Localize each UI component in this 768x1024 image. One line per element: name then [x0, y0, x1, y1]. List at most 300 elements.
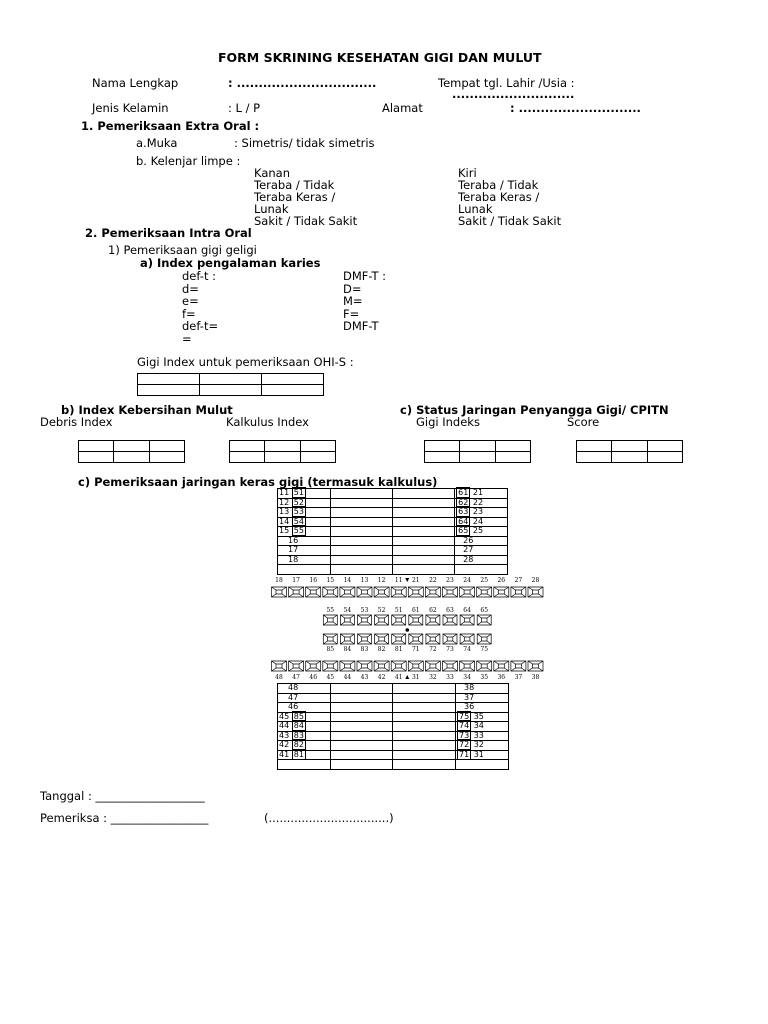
score-cell[interactable]: [612, 441, 647, 452]
odontogram-tooth-label: 11: [394, 577, 403, 584]
dmft-line: DMF-T: [343, 319, 379, 333]
deft-line: f=: [182, 306, 196, 321]
deciduous-tooth-number: 72: [458, 740, 470, 749]
kiri-line: Teraba / Tidak: [458, 178, 539, 192]
odontogram-tooth-label: 75: [480, 646, 489, 653]
note-cell[interactable]: [393, 722, 456, 732]
odontogram-tooth-label: 24: [463, 577, 471, 584]
tooth-diagram[interactable]: [375, 615, 389, 625]
note-cell[interactable]: [330, 703, 393, 713]
odontogram-tooth-label: 54: [343, 607, 352, 614]
tooth-diagram[interactable]: [358, 615, 372, 625]
upper-teeth-table: [277, 488, 508, 575]
kiri-line: Lunak: [458, 202, 493, 216]
muka-value: : Simetris/ tidak simetris: [234, 136, 375, 150]
kiri-line: Sakit / Tidak Sakit: [458, 214, 562, 228]
tooth-diagram[interactable]: [460, 587, 475, 597]
deft-line: def-t=: [182, 319, 219, 333]
note-cell[interactable]: [392, 555, 454, 565]
tooth-diagram[interactable]: [460, 661, 475, 671]
score-cell[interactable]: [612, 452, 647, 463]
tooth-diagram[interactable]: [528, 661, 543, 671]
tooth-number: 28: [463, 554, 474, 564]
tooth-diagram[interactable]: [477, 661, 492, 671]
deciduous-tooth-number: 53: [293, 507, 304, 516]
tooth-number: 43: [279, 730, 290, 740]
deciduous-tooth-number: 71: [458, 749, 470, 759]
odontogram-tooth-label: 16: [309, 577, 318, 584]
empty-cell[interactable]: [392, 565, 454, 575]
tooth-diagram[interactable]: [272, 661, 287, 671]
note-cell[interactable]: [330, 527, 392, 537]
note-cell[interactable]: [392, 508, 454, 518]
note-cell[interactable]: [330, 693, 393, 703]
note-cell[interactable]: [393, 684, 456, 694]
tooth-diagram[interactable]: [323, 634, 337, 644]
odontogram-tooth-label: 71: [411, 646, 420, 653]
deciduous-tooth-number: 51: [293, 488, 304, 497]
score-table: [576, 440, 683, 463]
gigi-indeks-label: Gigi Indeks: [416, 415, 480, 429]
odontogram-tooth-label: 61: [411, 607, 420, 614]
score-cell[interactable]: [577, 452, 612, 463]
tooth-diagram[interactable]: [443, 615, 457, 625]
score-cell[interactable]: [647, 441, 682, 452]
odontogram: [268, 575, 548, 683]
ohis-cell[interactable]: [262, 385, 324, 396]
tooth-diagram[interactable]: [409, 634, 423, 644]
note-cell[interactable]: [330, 741, 393, 751]
tooth-number: 21: [472, 488, 484, 497]
deciduous-tooth-number: 52: [293, 497, 304, 507]
tooth-right-cell[interactable]: [455, 750, 508, 760]
odontogram-tooth-label: 63: [446, 607, 454, 614]
note-cell[interactable]: [393, 693, 456, 703]
extra-oral-heading: 1. Pemeriksaan Extra Oral :: [81, 119, 260, 133]
tooth-number: 11: [279, 488, 290, 497]
deciduous-tooth-number: 62: [458, 497, 469, 507]
tooth-left-cell[interactable]: [278, 555, 331, 565]
tooth-right-cell[interactable]: [455, 555, 508, 565]
deciduous-tooth-number: 65: [458, 526, 469, 535]
jenis-kelamin-label: Jenis Kelamin: [92, 101, 169, 115]
tooth-left-cell[interactable]: [278, 750, 331, 760]
tooth-diagram[interactable]: [426, 634, 440, 644]
tooth-diagram[interactable]: [392, 615, 406, 625]
tooth-number: 36: [463, 702, 475, 711]
empty-cell[interactable]: [278, 565, 331, 575]
note-cell[interactable]: [330, 489, 392, 499]
kalkulus-cell[interactable]: [265, 441, 300, 452]
empty-cell[interactable]: [330, 565, 392, 575]
note-cell[interactable]: [392, 546, 454, 556]
tooth-number: 44: [279, 721, 290, 730]
deciduous-tooth-number: 64: [458, 516, 469, 526]
tooth-diagram[interactable]: [443, 661, 458, 671]
odontogram-tooth-label: 32: [429, 674, 437, 681]
karies-heading: a) Index pengalaman karies: [140, 256, 321, 270]
odontogram-tooth-label: 23: [446, 577, 454, 584]
tooth-diagram[interactable]: [443, 587, 458, 597]
note-cell[interactable]: [330, 731, 393, 741]
debris-table: [78, 440, 185, 463]
odontogram-tooth-label: 65: [480, 607, 489, 614]
gigi-indeks-cell[interactable]: [425, 441, 460, 452]
tooth-diagram[interactable]: [477, 615, 491, 625]
midline-arrow-up-icon[interactable]: [405, 675, 409, 679]
note-cell[interactable]: [330, 750, 393, 760]
odontogram-tooth-label: 33: [446, 674, 454, 681]
kanan-line: Kanan: [254, 166, 291, 180]
tooth-left-cell[interactable]: [278, 693, 331, 703]
note-cell[interactable]: [392, 498, 454, 508]
kiri-line: Teraba Keras /: [458, 190, 540, 204]
tooth-diagram[interactable]: [409, 615, 423, 625]
tooth-number: 18: [288, 554, 299, 564]
tooth-diagram[interactable]: [374, 587, 389, 597]
kalkulus-cell[interactable]: [300, 452, 335, 463]
tooth-diagram[interactable]: [323, 587, 338, 597]
empty-cell[interactable]: [393, 760, 456, 770]
debris-cell[interactable]: [79, 441, 114, 452]
note-cell[interactable]: [330, 712, 393, 722]
kalkulus-table: [229, 440, 336, 463]
dmft-column: [343, 270, 386, 333]
deciduous-tooth-number: 83: [293, 730, 304, 740]
ohis-cell[interactable]: [138, 374, 200, 385]
tooth-number: 15: [279, 526, 290, 535]
odontogram-tooth-label: 45: [326, 674, 335, 681]
odontogram-tooth-label: 55: [326, 607, 335, 614]
tooth-left-cell[interactable]: [278, 684, 331, 694]
note-cell[interactable]: [330, 508, 392, 518]
tooth-number: 12: [279, 497, 290, 507]
tooth-diagram[interactable]: [323, 661, 338, 671]
note-cell[interactable]: [330, 555, 392, 565]
gigi-indeks-cell[interactable]: [495, 441, 530, 452]
ohis-table: [137, 373, 324, 396]
odontogram-tooth-label: 43: [360, 674, 369, 681]
tooth-diagram[interactable]: [340, 587, 355, 597]
deft-column: [182, 270, 218, 345]
tooth-number: 27: [463, 545, 474, 554]
kalkulus-label: Kalkulus Index: [226, 415, 309, 429]
ohis-cell[interactable]: [200, 374, 262, 385]
gigi-indeks-cell[interactable]: [460, 452, 495, 463]
kelenjar-label: b. Kelenjar limpe :: [136, 154, 241, 168]
odontogram-tooth-label: 21: [411, 577, 420, 584]
deciduous-tooth-number: 82: [293, 740, 304, 749]
tooth-left-cell[interactable]: [278, 527, 331, 537]
odontogram-tooth-label: 72: [429, 646, 437, 653]
odontogram-tooth-label: 52: [377, 607, 386, 614]
note-cell[interactable]: [393, 750, 456, 760]
kalkulus-cell[interactable]: [230, 441, 265, 452]
odontogram-tooth-label: 83: [360, 646, 369, 653]
debris-label: Debris Index: [40, 415, 113, 429]
tooth-number: 25: [472, 526, 484, 535]
tooth-number: 41: [279, 749, 290, 759]
odontogram-tooth-label: 26: [497, 577, 506, 584]
deft-line: def-t :: [182, 269, 216, 283]
tooth-diagram[interactable]: [357, 661, 372, 671]
odontogram-tooth-label: 47: [292, 674, 300, 681]
tooth-diagram[interactable]: [306, 587, 321, 597]
score-cell[interactable]: [577, 441, 612, 452]
tooth-left-cell[interactable]: [278, 546, 331, 556]
tooth-diagram[interactable]: [511, 587, 526, 597]
note-cell[interactable]: [392, 489, 454, 499]
gigi-indeks-cell[interactable]: [425, 452, 460, 463]
deciduous-tooth-number: 55: [293, 526, 304, 535]
nama-field[interactable]: : ................................: [228, 76, 377, 90]
tooth-diagram[interactable]: [425, 587, 440, 597]
tooth-diagram[interactable]: [272, 587, 287, 597]
score-cell[interactable]: [647, 452, 682, 463]
odontogram-tooth-label: 36: [497, 674, 506, 681]
tooth-number: 42: [279, 740, 290, 749]
deft-line: =: [182, 331, 192, 346]
note-cell[interactable]: [330, 546, 392, 556]
odontogram-tooth-label: 13: [360, 577, 369, 584]
odontogram-tooth-label: 17: [292, 577, 300, 584]
tooth-left-cell[interactable]: [278, 536, 331, 546]
gigi-geligi-label: 1) Pemeriksaan gigi geligi: [108, 243, 257, 257]
ohis-label: Gigi Index untuk pemeriksaan OHI-S :: [137, 355, 354, 369]
tooth-number: 47: [288, 692, 299, 702]
tanggal-field[interactable]: Tanggal : ___________________: [40, 789, 205, 803]
ohis-cell[interactable]: [262, 374, 324, 385]
tooth-number: 46: [288, 702, 299, 711]
debris-cell[interactable]: [79, 452, 114, 463]
cpitn-heading: c) Status Jaringan Penyangga Gigi/ CPITN: [400, 403, 669, 417]
tooth-diagram[interactable]: [289, 587, 304, 597]
pemeriksa-field[interactable]: Pemeriksa : _________________: [40, 811, 209, 825]
dmft-line: D=: [343, 281, 362, 296]
empty-cell[interactable]: [455, 760, 508, 770]
tooth-diagram[interactable]: [477, 587, 492, 597]
intra-oral-heading: 2. Pemeriksaan Intra Oral: [85, 226, 252, 240]
tooth-number: 48: [288, 683, 299, 692]
tooth-diagram[interactable]: [528, 587, 543, 597]
odontogram-tooth-label: 15: [326, 577, 335, 584]
note-cell[interactable]: [392, 536, 454, 546]
odontogram-tooth-label: 28: [531, 577, 540, 584]
deciduous-tooth-number: 81: [293, 749, 304, 759]
alamat-label: Alamat: [382, 101, 423, 115]
odontogram-tooth-label: 48: [275, 674, 283, 681]
gigi-indeks-table: [424, 440, 531, 463]
tooth-diagram[interactable]: [357, 587, 372, 597]
odontogram-tooth-label: 37: [514, 674, 523, 681]
kanan-line: Sakit / Tidak Sakit: [254, 214, 358, 228]
tooth-number: 45: [279, 711, 290, 721]
deciduous-tooth-number: 73: [458, 730, 470, 740]
tooth-number: 14: [279, 516, 290, 526]
odontogram-tooth-label: 44: [343, 674, 352, 681]
teeth-row: [278, 565, 508, 575]
note-cell[interactable]: [392, 517, 454, 527]
deciduous-tooth-number: 84: [293, 721, 304, 730]
dmft-line: M=: [343, 294, 363, 308]
odontogram-tooth-label: 84: [343, 646, 352, 653]
odontogram-tooth-label: 25: [480, 577, 489, 584]
teeth-row: [278, 750, 509, 760]
odontogram-tooth-label: 53: [360, 607, 369, 614]
tooth-number: 23: [472, 507, 484, 516]
odontogram-tooth-label: 51: [394, 607, 403, 614]
deciduous-tooth-number: 75: [458, 711, 470, 721]
odontogram-tooth-label: 34: [463, 674, 471, 681]
gigi-indeks-cell[interactable]: [495, 452, 530, 463]
lower-teeth-table: [277, 683, 509, 770]
odontogram-tooth-label: 73: [446, 646, 454, 653]
debris-cell[interactable]: [114, 441, 149, 452]
tooth-diagram[interactable]: [443, 634, 457, 644]
note-cell[interactable]: [330, 517, 392, 527]
odontogram-tooth-label: 81: [394, 646, 403, 653]
tooth-diagram[interactable]: [494, 587, 509, 597]
deft-line: e=: [182, 294, 199, 308]
deciduous-tooth-number: 61: [458, 488, 469, 497]
odontogram-tooth-label: 22: [429, 577, 437, 584]
tooth-diagram[interactable]: [306, 661, 321, 671]
note-cell[interactable]: [393, 712, 456, 722]
odontogram-tooth-label: 12: [377, 577, 386, 584]
empty-cell[interactable]: [330, 760, 393, 770]
debris-cell[interactable]: [149, 452, 184, 463]
tooth-diagram[interactable]: [460, 634, 474, 644]
tooth-number: 32: [473, 740, 484, 749]
deciduous-tooth-number: 63: [458, 507, 469, 516]
odontogram-tooth-label: 41: [394, 674, 403, 681]
empty-cell[interactable]: [278, 760, 331, 770]
odontogram-tooth-label: 42: [377, 674, 386, 681]
kalkulus-cell[interactable]: [265, 452, 300, 463]
gigi-indeks-cell[interactable]: [460, 441, 495, 452]
kanan-column: [254, 167, 357, 227]
tooth-number: 16: [288, 535, 299, 545]
tooth-number: 24: [472, 516, 484, 526]
note-cell[interactable]: [330, 536, 392, 546]
note-cell[interactable]: [330, 684, 393, 694]
kalkulus-cell[interactable]: [230, 452, 265, 463]
odontogram-tooth-label: 35: [480, 674, 489, 681]
deciduous-tooth-number: 54: [293, 516, 304, 526]
kiri-line: Kiri: [458, 166, 477, 180]
odontogram-tooth-label: 64: [463, 607, 471, 614]
tooth-number: 35: [473, 711, 484, 721]
deciduous-tooth-number: 74: [458, 721, 470, 730]
nama-label: Nama Lengkap: [92, 76, 179, 90]
alamat-field[interactable]: : ............................: [510, 101, 641, 115]
score-label: Score: [567, 415, 600, 429]
tooth-number: 31: [473, 749, 484, 759]
odontogram-tooth-label: 38: [531, 674, 540, 681]
odontogram-tooth-label: 14: [343, 577, 352, 584]
kiri-column: [458, 167, 561, 227]
note-cell[interactable]: [392, 527, 454, 537]
tooth-diagram[interactable]: [374, 661, 389, 671]
tooth-diagram[interactable]: [391, 587, 406, 597]
kanan-line: Teraba Keras /: [254, 190, 336, 204]
debris-cell[interactable]: [114, 452, 149, 463]
tooth-diagram[interactable]: [340, 634, 354, 644]
note-cell[interactable]: [393, 703, 456, 713]
tooth-diagram[interactable]: [392, 634, 406, 644]
odontogram-tooth-label: 31: [411, 674, 420, 681]
deciduous-tooth-number: 85: [293, 711, 304, 721]
tooth-diagram[interactable]: [408, 587, 423, 597]
tooth-diagram[interactable]: [340, 615, 354, 625]
tooth-diagram[interactable]: [408, 661, 423, 671]
odontogram-tooth-label: 85: [326, 646, 335, 653]
tooth-diagram[interactable]: [425, 661, 440, 671]
tooth-diagram[interactable]: [511, 661, 526, 671]
tooth-diagram[interactable]: [340, 661, 355, 671]
tooth-number: 17: [288, 545, 299, 554]
deft-line: d=: [182, 281, 199, 296]
tooth-diagram[interactable]: [426, 615, 440, 625]
tooth-diagram[interactable]: [477, 634, 491, 644]
kanan-line: Lunak: [254, 202, 289, 216]
ohis-cell[interactable]: [200, 385, 262, 396]
midline-dot-icon[interactable]: [405, 628, 409, 632]
odontogram-tooth-label: 82: [377, 646, 386, 653]
page-title: FORM SKRINING KESEHATAN GIGI DAN MULUT: [218, 50, 542, 65]
midline-arrow-down-icon[interactable]: [405, 578, 409, 582]
tempat-lahir-label: Tempat tgl. Lahir /Usia :: [438, 76, 575, 90]
tooth-number: 13: [279, 507, 290, 516]
tooth-diagram[interactable]: [323, 615, 337, 625]
tooth-number: 34: [473, 721, 484, 730]
tooth-diagram[interactable]: [375, 634, 389, 644]
tooth-number: 22: [472, 497, 484, 507]
tooth-number: 38: [463, 683, 475, 692]
tooth-diagram[interactable]: [494, 661, 509, 671]
jenis-kelamin-field[interactable]: : L / P: [228, 101, 261, 115]
tooth-diagram[interactable]: [391, 661, 406, 671]
signature-line: (.................................): [264, 811, 394, 825]
debris-cell[interactable]: [149, 441, 184, 452]
tooth-number: 37: [463, 692, 475, 702]
tooth-diagram[interactable]: [289, 661, 304, 671]
note-cell[interactable]: [393, 741, 456, 751]
note-cell[interactable]: [330, 722, 393, 732]
kebersihan-heading: b) Index Kebersihan Mulut: [61, 403, 233, 417]
kalkulus-cell[interactable]: [300, 441, 335, 452]
dmft-line: F=: [343, 306, 360, 321]
dmft-line: DMF-T :: [343, 269, 387, 283]
odontogram-tooth-label: 74: [463, 646, 471, 653]
kanan-line: Teraba / Tidak: [254, 178, 335, 192]
tooth-diagram[interactable]: [460, 615, 474, 625]
tempat-lahir-field[interactable]: ............................: [452, 87, 575, 101]
tooth-number: 33: [473, 730, 484, 740]
odontogram-tooth-label: 46: [309, 674, 318, 681]
ohis-cell[interactable]: [138, 385, 200, 396]
empty-cell[interactable]: [455, 565, 508, 575]
jaringan-keras-heading: c) Pemeriksaan jaringan keras gigi (termasuk kalkulus): [78, 475, 438, 489]
odontogram-tooth-label: 27: [514, 577, 523, 584]
tooth-number: 26: [463, 535, 474, 545]
teeth-row: [278, 555, 508, 565]
note-cell[interactable]: [393, 731, 456, 741]
tooth-diagram[interactable]: [358, 634, 372, 644]
teeth-row: [278, 760, 509, 770]
note-cell[interactable]: [330, 498, 392, 508]
odontogram-tooth-label: 62: [429, 607, 437, 614]
